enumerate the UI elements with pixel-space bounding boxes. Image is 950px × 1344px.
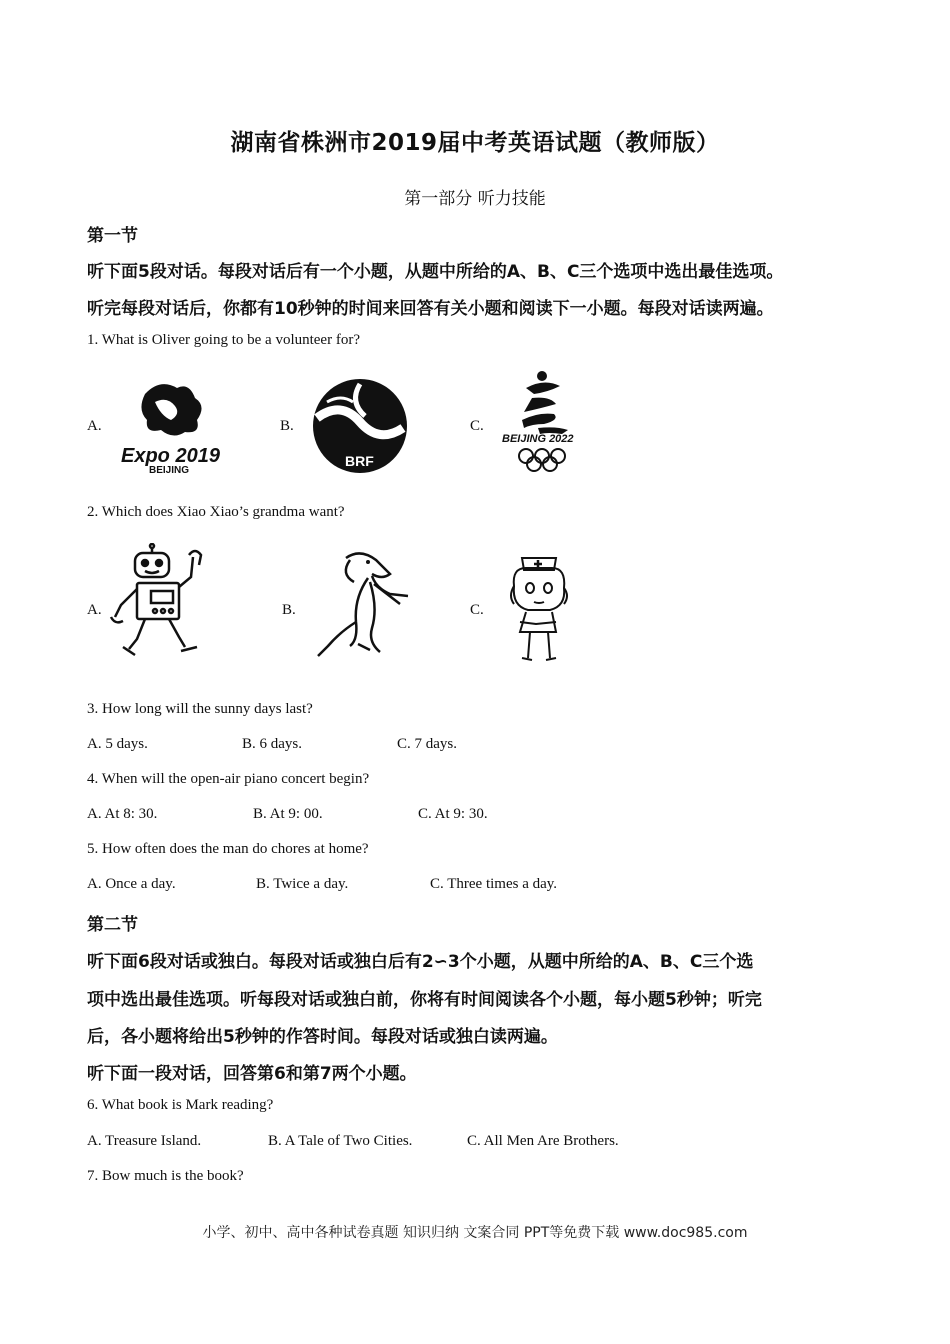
q6-option-a: A. Treasure Island. [87, 1133, 202, 1149]
question-1: 1. What is Oliver going to be a volunteer for? [87, 332, 360, 348]
section1-instruction-line1: 听下面5段对话。每段对话后有一个小题，从题中所给的A、B、C三个选项中选出最佳选项。 [87, 262, 784, 282]
expo-logo-line2: BEIJING [149, 465, 190, 476]
question-4: 4. When will the open-air piano concert begin? [87, 771, 370, 787]
q5-option-c: C. Three times a day. [430, 876, 558, 892]
beijing-2022-logo [500, 368, 595, 476]
brf-logo [307, 376, 413, 476]
q1-option-c-label: C. [470, 418, 484, 434]
section2-instruction-line2: 项中选出最佳选项。听每段对话或独白前，你将有时间阅读各个小题，每小题5秒钟；听完 [87, 990, 762, 1010]
section2-instruction-line1: 听下面6段对话或独白。每段对话或独白后有2∽3个小题，从题中所给的A、B、C三个选 [87, 952, 754, 972]
q2-option-c-label: C. [470, 602, 484, 618]
q2-option-a-label: A. [87, 602, 102, 618]
question-6: 6. What book is Mark reading? [87, 1097, 274, 1113]
dog-picture [310, 548, 420, 663]
q3-option-a: A. 5 days. [87, 736, 148, 752]
beijing-2022-text: BEIJING 2022 [502, 433, 574, 445]
brf-logo-text: BRF [345, 453, 374, 469]
q5-option-a: A. Once a day. [87, 876, 176, 892]
q2-option-b-label: B. [282, 602, 296, 618]
expo-logo-line1: Expo 2019 [121, 445, 220, 467]
question-3: 3. How long will the sunny days last? [87, 701, 313, 717]
olympic-rings [519, 449, 565, 471]
section1-instruction-line2: 听完每段对话后，你都有10秒钟的时间来回答有关小题和阅读下一小题。每段对话读两遍。 [87, 299, 774, 319]
section1-heading: 第一节 [87, 226, 138, 246]
q4-option-a: A. At 8: 30. [87, 806, 158, 822]
section2-heading: 第二节 [87, 915, 138, 935]
q3-option-b: B. 6 days. [242, 736, 302, 752]
section2-instruction-line3: 后，各小题将给出5秒钟的作答时间。每段对话或独白读两遍。 [87, 1027, 558, 1047]
q3-option-c: C. 7 days. [397, 736, 457, 752]
q4-option-b: B. At 9: 00. [253, 806, 323, 822]
page-title: 湖南省株洲市2019届中考英语试题（教师版） [230, 130, 720, 156]
q6-option-c: C. All Men Are Brothers. [467, 1133, 619, 1149]
question-7: 7. Bow much is the book? [87, 1168, 244, 1184]
nurse-picture [500, 546, 580, 664]
q4-option-c: C. At 9: 30. [418, 806, 488, 822]
page-footer: 小学、初中、高中各种试卷真题 知识归纳 文案合同 PPT等免费下载 www.doc985.com [202, 1225, 748, 1241]
q6-option-b: B. A Tale of Two Cities. [268, 1133, 413, 1149]
expo-2019-logo [115, 376, 230, 476]
question-5: 5. How often does the man do chores at home? [87, 841, 369, 857]
question-2: 2. Which does Xiao Xiao’s grandma want? [87, 504, 345, 520]
robot-picture [105, 543, 210, 661]
section2-instruction-line4: 听下面一段对话，回答第6和第7两个小题。 [87, 1064, 417, 1084]
q1-option-b-label: B. [280, 418, 294, 434]
q1-option-a-label: A. [87, 418, 102, 434]
part-heading: 第一部分 听力技能 [404, 189, 546, 209]
q5-option-b: B. Twice a day. [256, 876, 349, 892]
